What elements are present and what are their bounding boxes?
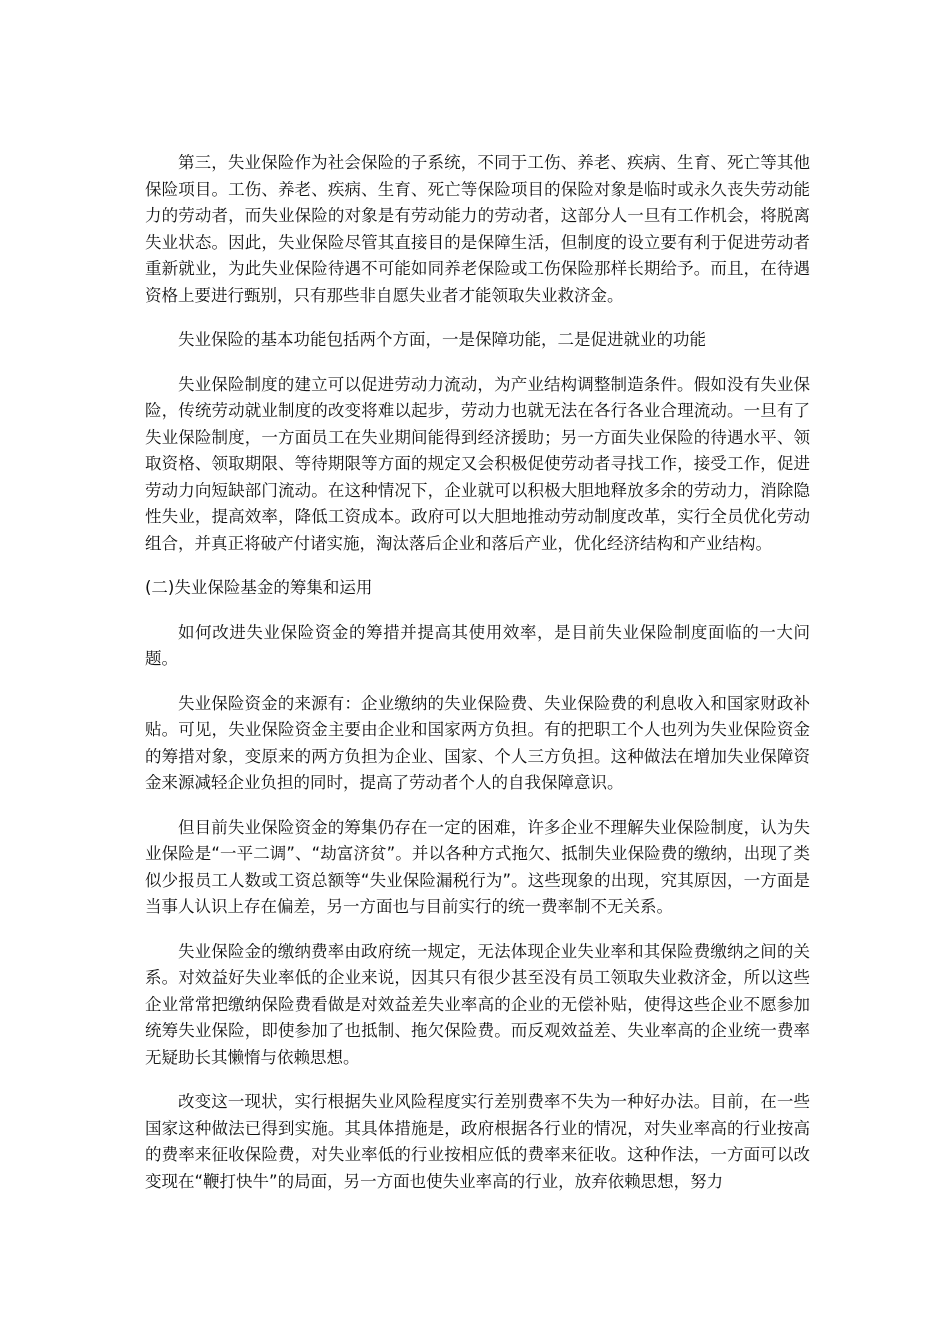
paragraph-third-point: 第三，失业保险作为社会保险的子系统，不同于工伤、养老、疾病、生育、死亡等其他保险项目。工伤、养老、疾病、生育、死亡等保险项目的保险对象是临时或永久丧失劳动能力的劳动者，而失业保险的对象是有劳动能力的劳动者，这部分人一旦有工作机会，将脱离失业状态。因此，失业保险尽管其直接目的是保障生活，但制度的设立要有利于促进劳动者重新就业，为此失业保险待遇不可能如同养老保险或工伤保险那样长期给予。而且，在待遇资格上要进行甄别，只有那些非自愿失业者才能领取失业救济金。: [145, 153, 810, 305]
paragraph-uniform-rate: 失业保险金的缴纳费率由政府统一规定，无法体现企业失业率和其保险费缴纳之间的关系。对效益好失业率低的企业来说，因其只有很少甚至没有员工领取失业救济金，所以这些企业常常把缴纳保险费看做是对效益差失业率高的企业的无偿补贴，使得这些企业不愿参加统筹失业保险，即使参加了也抵制、拖欠保险费。而反观效益差、失业率高的企业统一费率无疑助长其懒惰与依赖思想。: [145, 941, 810, 1067]
document-page: [145, 150, 810, 1213]
section-heading-fund-raising: (二)失业保险基金的筹集和运用: [145, 578, 373, 597]
paragraph-labor-mobility: 失业保险制度的建立可以促进劳动力流动，为产业结构调整制造条件。假如没有失业保险，传统劳动就业制度的改变将难以起步，劳动力也就无法在各行各业合理流动。一旦有了失业保险制度，一方面员工在失业期间能得到经济援助；另一方面失业保险的待遇水平、领取资格、领取期限、等待期限等方面的规定又会积极促使劳动者寻找工作，接受工作，促进劳动力向短缺部门流动。在这种情况下，企业就可以积极大胆地释放多余的劳动力，消除隐性失业，提高效率，降低工资成本。政府可以大胆地推动劳动制度改革，实行全员优化劳动组合，并真正将破产付诸实施，淘汰落后企业和落后产业，优化经济结构和产业结构。: [145, 374, 810, 553]
paragraph-differential-rate: 改变这一现状，实行根据失业风险程度实行差别费率不失为一种好办法。目前，在一些国家这种做法已得到实施。其具体措施是，政府根据各行业的情况，对失业率高的行业按高的费率来征收保险费，对失业率低的行业按相应低的费率来征收。这种作法，一方面可以改变现在“鞭打快牛”的局面，另一方面也使失业率高的行业，放弃依赖思想，努力: [145, 1092, 810, 1191]
paragraph-funding-sources: 失业保险资金的来源有：企业缴纳的失业保险费、失业保险费的利息收入和国家财政补贴。可见，失业保险资金主要由企业和国家两方负担。有的把职工个人也列为失业保险资金的筹措对象，变原来的两方负担为企业、国家、个人三方负担。这种做法在增加失业保障资金来源减轻企业负担的同时，提高了劳动者个人的自我保障意识。: [145, 693, 810, 792]
paragraph-funding-question: 如何改进失业保险资金的筹措并提高其使用效率，是目前失业保险制度面临的一大问题。: [145, 622, 810, 668]
paragraph-basic-functions: 失业保险的基本功能包括两个方面，一是保障功能，二是促进就业的功能: [178, 330, 706, 349]
paragraph-funding-difficulties: 但目前失业保险资金的筹集仍存在一定的困难，许多企业不理解失业保险制度，认为失业保险是“一平二调”、“劫富济贫”。并以各种方式拖欠、抵制失业保险费的缴纳，出现了类似少报员工人数或工资总额等“失业保险漏税行为”。这些现象的出现，究其原因，一方面是当事人认识上存在偏差，另一方面也与目前实行的统一费率制不无关系。: [145, 817, 810, 916]
